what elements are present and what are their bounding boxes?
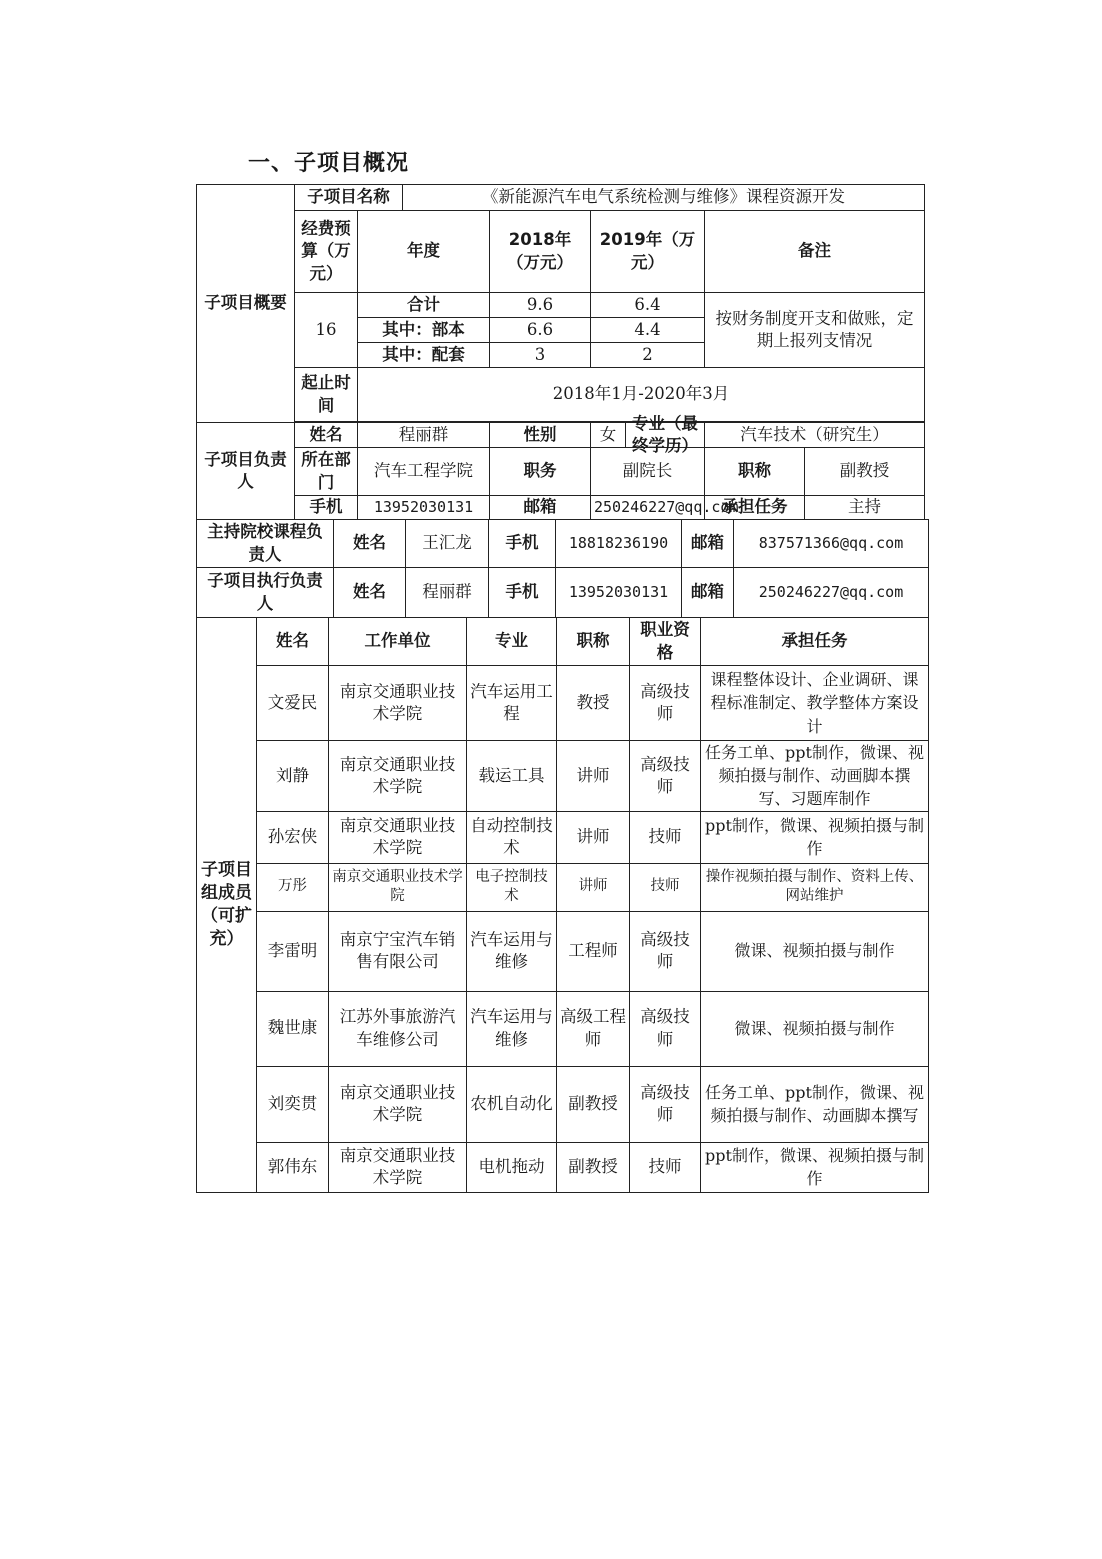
col-header-title: 职称 xyxy=(557,618,630,666)
budget-row-label: 其中：配套 xyxy=(358,343,490,368)
member-title: 讲师 xyxy=(557,741,630,812)
member-unit: 南京交通职业技术学院 xyxy=(329,741,467,812)
member-major: 载运工具 xyxy=(467,741,557,812)
table-row xyxy=(197,991,929,1066)
member-qualification: 高级技师 xyxy=(630,666,701,741)
table-row xyxy=(197,811,929,863)
exec-leader-label: 子项目执行负责人 xyxy=(197,568,334,618)
host-phone-label: 手机 xyxy=(489,520,556,568)
member-unit: 南京交通职业技术学院 xyxy=(329,1066,467,1142)
remark-label: 备注 xyxy=(705,211,925,293)
col-header-task: 承担任务 xyxy=(701,618,929,666)
leader-major-value: 汽车技术（研究生） xyxy=(705,423,925,448)
leader-email-value: 250246227@qq.com xyxy=(591,496,705,520)
leader-task-label: 承担任务 xyxy=(705,496,805,520)
remark-value: 按财务制度开支和做账，定期上报列支情况 xyxy=(705,293,925,368)
member-title: 副教授 xyxy=(557,1066,630,1142)
members-table xyxy=(196,617,929,1193)
contacts-table xyxy=(196,519,929,618)
budget-2019-value: 2 xyxy=(591,343,705,368)
exec-phone-value: 13952030131 xyxy=(556,568,682,618)
exec-email-value: 250246227@qq.com xyxy=(734,568,929,618)
year-label: 年度 xyxy=(358,211,490,293)
member-task: 任务工单、ppt制作，微课、视频拍摄与制作、动画脚本撰写、习题库制作 xyxy=(701,741,929,812)
member-unit: 南京宁宝汽车销售有限公司 xyxy=(329,911,467,991)
col-header-qualification: 职业资格 xyxy=(630,618,701,666)
member-unit: 南京交通职业技术学院 xyxy=(329,811,467,863)
member-qualification: 高级技师 xyxy=(630,911,701,991)
member-name: 文爱民 xyxy=(257,666,329,741)
leader-task-value: 主持 xyxy=(805,496,925,520)
leader-title-label: 职称 xyxy=(705,448,805,496)
member-name: 刘静 xyxy=(257,741,329,812)
period-value: 2018年1月-2020年3月 xyxy=(358,368,925,422)
member-major: 汽车运用与维修 xyxy=(467,991,557,1066)
member-task: ppt制作，微课、视频拍摄与制作 xyxy=(701,1142,929,1192)
project-name-label: 子项目名称 xyxy=(295,185,403,211)
leader-phone-value: 13952030131 xyxy=(358,496,490,520)
member-major: 电机拖动 xyxy=(467,1142,557,1192)
member-task: ppt制作，微课、视频拍摄与制作 xyxy=(701,811,929,863)
member-task: 微课、视频拍摄与制作 xyxy=(701,911,929,991)
exec-phone-label: 手机 xyxy=(489,568,556,618)
budget-total: 16 xyxy=(295,293,358,368)
budget-2019-value: 4.4 xyxy=(591,318,705,343)
col-header-name: 姓名 xyxy=(257,618,329,666)
member-name: 孙宏侠 xyxy=(257,811,329,863)
table-row xyxy=(197,666,929,741)
exec-name-label: 姓名 xyxy=(334,568,406,618)
leader-dept-value: 汽车工程学院 xyxy=(358,448,490,496)
member-title: 讲师 xyxy=(557,863,630,911)
member-name: 李雷明 xyxy=(257,911,329,991)
member-unit: 南京交通职业技术学院 xyxy=(329,1142,467,1192)
host-email-value: 837571366@qq.com xyxy=(734,520,929,568)
member-unit: 江苏外事旅游汽车维修公司 xyxy=(329,991,467,1066)
host-phone-value: 18818236190 xyxy=(556,520,682,568)
exec-email-label: 邮箱 xyxy=(682,568,734,618)
member-name: 刘奕贯 xyxy=(257,1066,329,1142)
member-title: 高级工程师 xyxy=(557,991,630,1066)
member-qualification: 技师 xyxy=(630,863,701,911)
member-title: 副教授 xyxy=(557,1142,630,1192)
leader-name-label: 姓名 xyxy=(295,423,358,448)
budget-label: 经费预算（万元） xyxy=(295,211,358,293)
member-task: 课程整体设计、企业调研、课程标准制定、教学整体方案设计 xyxy=(701,666,929,741)
leader-section-label: 子项目负责人 xyxy=(197,423,295,520)
budget-2018-value: 6.6 xyxy=(490,318,591,343)
budget-2019-value: 6.4 xyxy=(591,293,705,318)
member-qualification: 高级技师 xyxy=(630,1066,701,1142)
member-name: 郭伟东 xyxy=(257,1142,329,1192)
member-title: 工程师 xyxy=(557,911,630,991)
leader-email-label: 邮箱 xyxy=(490,496,591,520)
col-header-major: 专业 xyxy=(467,618,557,666)
leader-phone-label: 手机 xyxy=(295,496,358,520)
period-label: 起止时间 xyxy=(295,368,358,422)
member-qualification: 技师 xyxy=(630,1142,701,1192)
leader-position-label: 职务 xyxy=(490,448,591,496)
member-unit: 南京交通职业技术学院 xyxy=(329,863,467,911)
member-qualification: 技师 xyxy=(630,811,701,863)
member-name: 魏世康 xyxy=(257,991,329,1066)
budget-2018-value: 9.6 xyxy=(490,293,591,318)
host-email-label: 邮箱 xyxy=(682,520,734,568)
exec-name-value: 程丽群 xyxy=(406,568,489,618)
member-major: 汽车运用工程 xyxy=(467,666,557,741)
leader-position-value: 副院长 xyxy=(591,448,705,496)
member-major: 汽车运用与维修 xyxy=(467,911,557,991)
budget-row-label: 合计 xyxy=(358,293,490,318)
year-2019-label: 2019年（万元） xyxy=(591,211,705,293)
table-row xyxy=(197,741,929,812)
leader-title-value: 副教授 xyxy=(805,448,925,496)
project-name-value: 《新能源汽车电气系统检测与维修》课程资源开发 xyxy=(403,185,925,211)
leader-gender-value: 女 xyxy=(591,423,626,447)
overview-section-label: 子项目概要 xyxy=(197,185,295,423)
host-leader-label: 主持院校课程负责人 xyxy=(197,520,334,568)
member-title: 讲师 xyxy=(557,811,630,863)
leader-dept-label: 所在部门 xyxy=(295,448,358,496)
leader-gender-label: 性别 xyxy=(490,423,591,448)
col-header-unit: 工作单位 xyxy=(329,618,467,666)
overview-table xyxy=(196,184,925,520)
host-name-label: 姓名 xyxy=(334,520,406,568)
member-major: 农机自动化 xyxy=(467,1066,557,1142)
host-name-value: 王汇龙 xyxy=(406,520,489,568)
member-name: 万彤 xyxy=(257,863,329,911)
budget-2018-value: 3 xyxy=(490,343,591,368)
leader-name-value: 程丽群 xyxy=(358,423,490,448)
section-heading: 一、子项目概况 xyxy=(248,151,410,176)
budget-row-label: 其中：部本 xyxy=(358,318,490,343)
year-2018-label: 2018年（万元） xyxy=(490,211,591,293)
leader-major-label: 专业（最终学历） xyxy=(632,413,698,455)
table-row xyxy=(197,1066,929,1142)
members-section-label: 子项目组成员（可扩充） xyxy=(197,618,257,1193)
member-task: 微课、视频拍摄与制作 xyxy=(701,991,929,1066)
member-major: 自动控制技术 xyxy=(467,811,557,863)
member-title: 教授 xyxy=(557,666,630,741)
member-major: 电子控制技术 xyxy=(467,863,557,911)
member-unit: 南京交通职业技术学院 xyxy=(329,666,467,741)
member-qualification: 高级技师 xyxy=(630,741,701,812)
member-task: 任务工单、ppt制作，微课、视频拍摄与制作、动画脚本撰写 xyxy=(701,1066,929,1142)
table-row xyxy=(197,911,929,991)
table-row xyxy=(197,863,929,911)
member-qualification: 高级技师 xyxy=(630,991,701,1066)
table-row xyxy=(197,1142,929,1192)
member-task: 操作视频拍摄与制作、资料上传、网站维护 xyxy=(701,863,929,911)
